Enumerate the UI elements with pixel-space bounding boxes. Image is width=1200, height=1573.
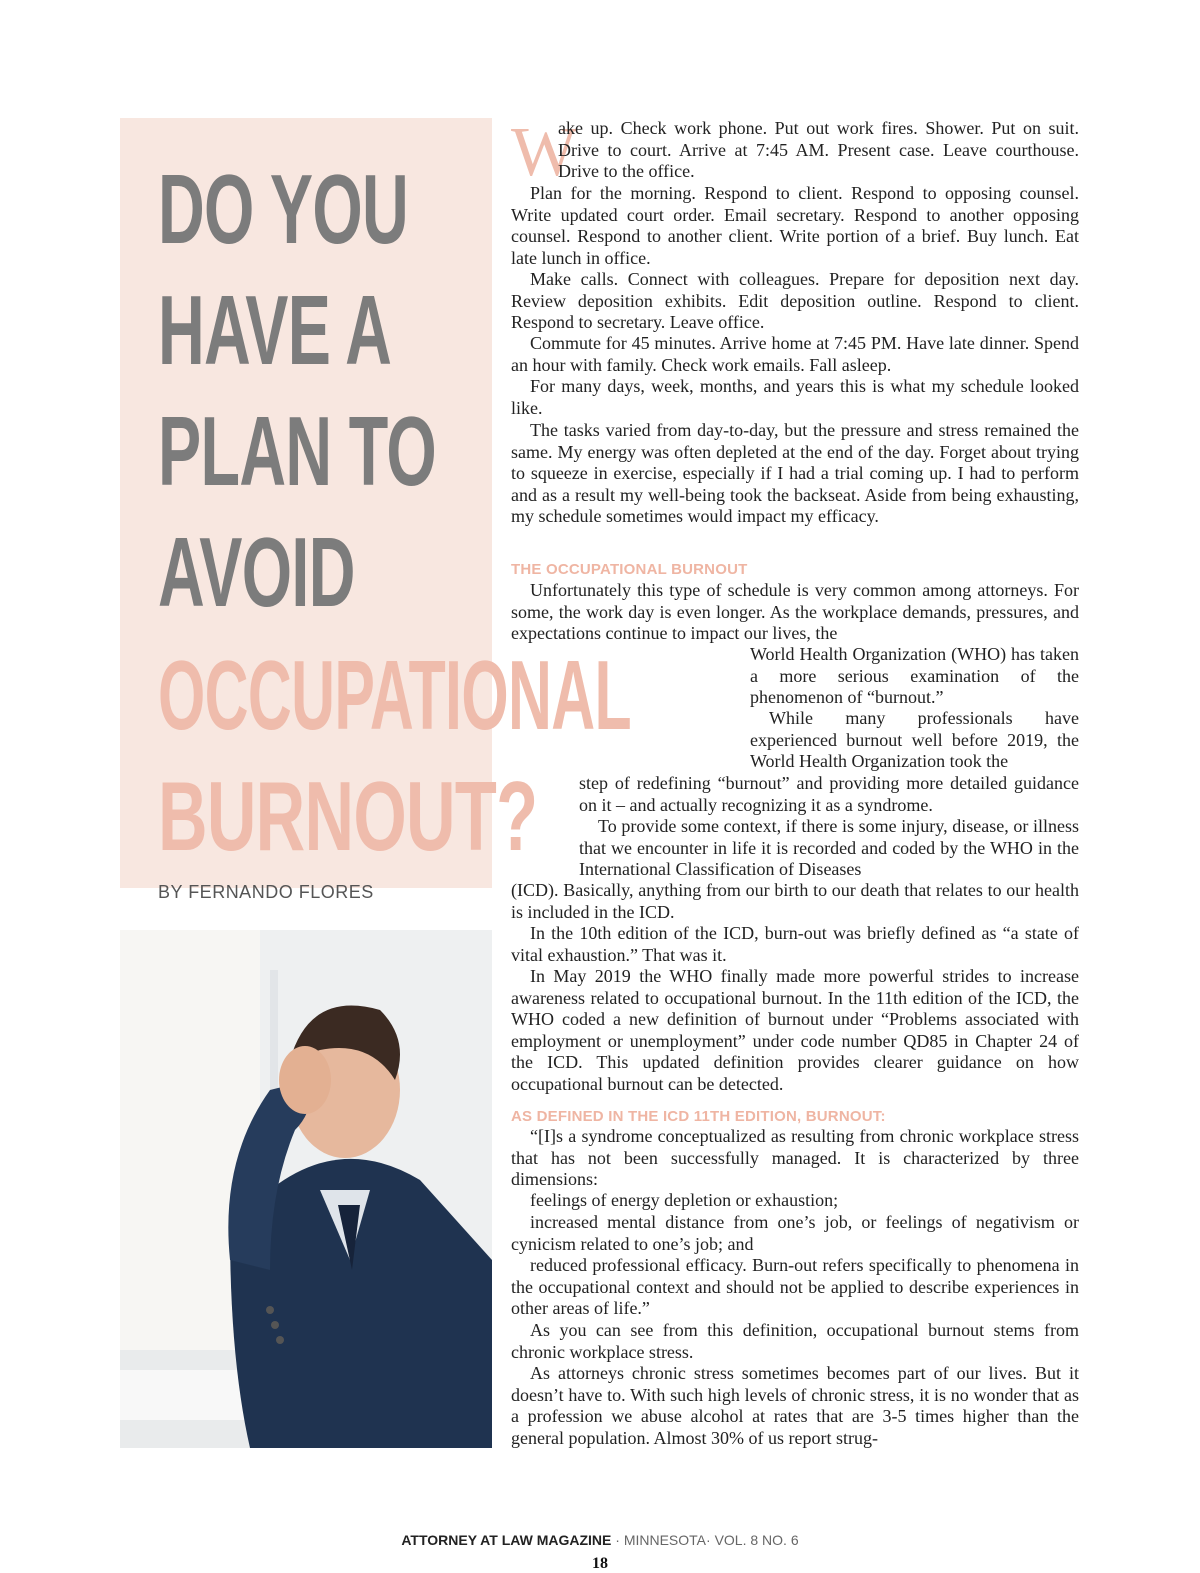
paragraph-7b: step of redefining “burnout” and providing more detailed guidance on it – and actually recognizing it as a syndrome. [579,773,1079,815]
paragraph-7a: While many professionals have experienced burnout well before 2019, the World Health Organization took the [750,708,1079,771]
footer-magazine-name: ATTORNEY AT LAW MAGAZINE [401,1532,612,1548]
headline-line-6: BURNOUT? [158,761,538,871]
paragraph-16: As attorneys chronic stress sometimes becomes part of our lives. But it doesn’t have to. With such high levels of chronic stress, it is no wonder that as a profession we abuse alcohol at rates that are 3-5 times higher than the general population. Almost 30% of us report strug- [511,1363,1079,1448]
headline-line-3: PLAN TO [158,396,437,506]
subhead-occupational-burnout: THE OCCUPATIONAL BURNOUT [511,561,748,578]
footer-separator-1: · [611,1532,624,1548]
drop-cap: W [511,114,578,191]
paragraph-2: Make calls. Connect with colleagues. Prepare for deposition next day. Review deposition exhibits. Edit deposition outline. Respond to client. Respond to secretary. Leave office. [511,269,1079,332]
paragraph-4: For many days, week, months, and years this is what my schedule looked like. [511,376,1079,418]
paragraph-6a: Unfortunately this type of schedule is very common among attorneys. For some, the work day is even longer. As the workplace demands, pressures, and expectations continue to impact our lives, the [511,580,1079,643]
paragraph-1: Plan for the morning. Respond to client. Respond to opposing counsel. Write updated court order. Email secretary. Respond to another opposing counsel. Respond to another client. Write portion of a brief. Buy lunch. Eat late lunch in office. [511,183,1079,268]
paragraph-12: feelings of energy depletion or exhaustion; [530,1190,839,1210]
paragraph-0: ake up. Check work phone. Put out work fires. Shower. Put on suit. Drive to court. Arrive at 7:45 AM. Present case. Leave courthouse. Drive to the office. [558,118,1079,181]
paragraph-6b: World Health Organization (WHO) has taken a more serious examination of the phenomenon of “burnout.” [750,644,1079,707]
paragraph-5: The tasks varied from day-to-day, but the pressure and stress remained the same. My energy was often depleted at the end of the day. Forget about trying to squeeze in exercise, especially if I had a trial coming up. I had to perform and as a result my well-being took the backseat. Aside from being exhausting, my schedule sometimes would impact my efficacy. [511,420,1079,526]
paragraph-9: In the 10th edition of the ICD, burn-out was briefly defined as “a state of vital exhaustion.” That was it. [511,923,1079,965]
article-photo [120,930,492,1448]
headline-line-1: DO YOU [158,154,409,264]
subhead-icd-definition: AS DEFINED IN THE ICD 11TH EDITION, BURNOUT: [511,1108,886,1125]
byline: BY FERNANDO FLORES [158,882,374,902]
page-number: 18 [592,1555,608,1572]
paragraph-3: Commute for 45 minutes. Arrive home at 7:45 PM. Have late dinner. Spend an hour with family. Check work emails. Fall asleep. [511,333,1079,375]
paragraph-13: increased mental distance from one’s job, or feelings of negativism or cynicism related to one’s job; and [511,1212,1079,1254]
footer-volume: VOL. 8 NO. 6 [714,1532,799,1548]
footer-separator-2: · [706,1532,715,1548]
paragraph-8a: To provide some context, if there is some injury, disease, or illness that we encounter in life it is recorded and coded by the WHO in the International Classification of Diseases [579,816,1079,879]
footer-region: MINNESOTA [623,1532,707,1548]
headline-line-2: HAVE A [158,275,392,385]
paragraph-11: “[I]s a syndrome conceptualized as resulting from chronic workplace stress that has not been successfully managed. It is characterized by three dimensions: [511,1126,1079,1189]
paragraph-10: In May 2019 the WHO finally made more powerful strides to increase awareness related to occupational burnout. In the 11th edition of the ICD, the WHO coded a new definition of burnout under “Problems associated with employment or unemployment” under code number QD85 in Chapter 24 of the ICD. This updated definition provides clearer guidance on how occupational burnout can be detected. [511,966,1079,1094]
footer-line [0,1532,1200,1548]
paragraph-14: reduced professional efficacy. Burn-out refers specifically to phenomena in the occupational context and should not be applied to describe experiences in other areas of life.” [511,1255,1079,1318]
headline-line-5: OCCUPATIONAL [158,640,631,750]
paragraph-15: As you can see from this definition, occupational burnout stems from chronic workplace stress. [511,1320,1079,1362]
stressed-man-image [120,930,492,1448]
paragraph-8b: (ICD). Basically, anything from our birth to our death that relates to our health is included in the ICD. [511,880,1079,922]
headline-line-4: AVOID [158,517,355,627]
